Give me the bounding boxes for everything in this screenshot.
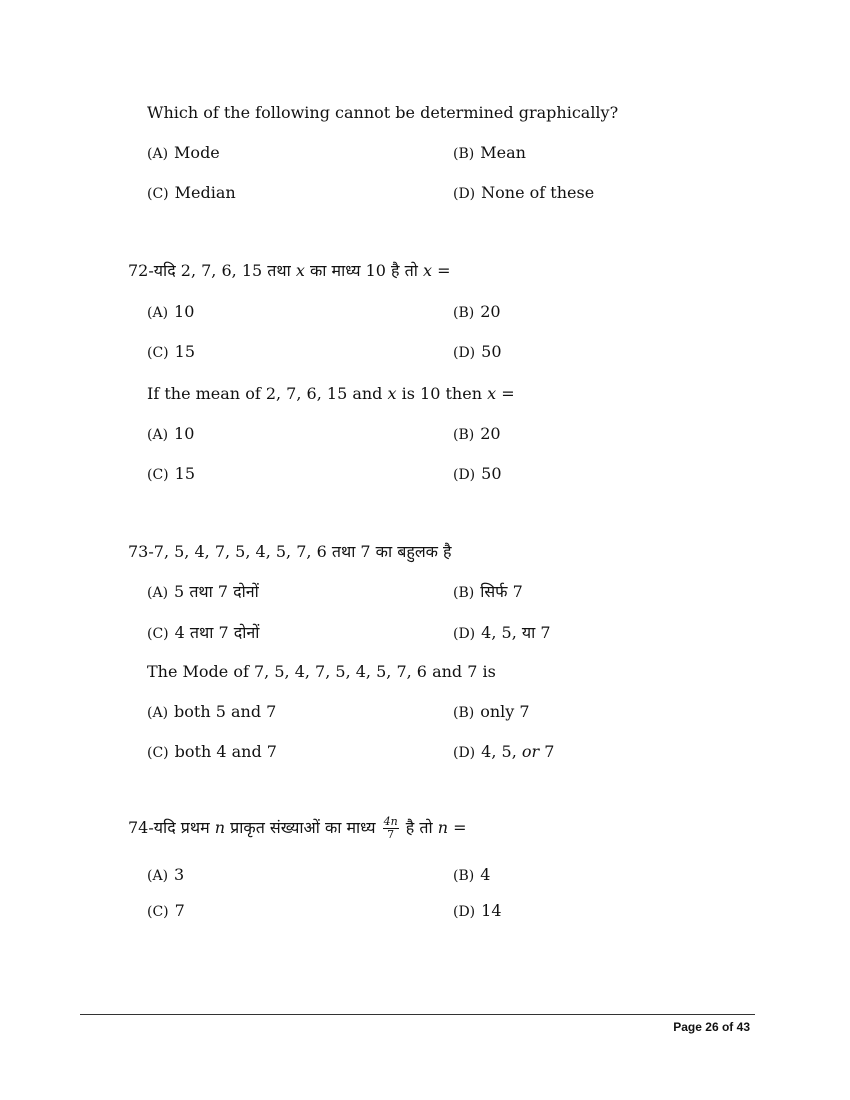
q72-en-option-c bbox=[147, 464, 195, 483]
option-text: 5 तथा 7 दोनों bbox=[174, 582, 259, 601]
option-text-suffix: 7 bbox=[544, 742, 555, 761]
q73-en-option-a bbox=[147, 702, 276, 721]
q74-option-b bbox=[453, 865, 490, 884]
q74-frac-den: 7 bbox=[387, 828, 395, 841]
option-label: (D) bbox=[453, 745, 476, 761]
q72-hi-option-a bbox=[147, 302, 194, 321]
page-label: Page bbox=[673, 1020, 702, 1034]
q72-en-var-x: x bbox=[387, 384, 397, 403]
option-text: None of these bbox=[481, 183, 595, 202]
option-label: (C) bbox=[147, 345, 169, 361]
option-text: 7 bbox=[174, 901, 185, 920]
q74-text-mid: प्राकृत संख्याओं का माध्य bbox=[230, 818, 376, 837]
page-of: of bbox=[721, 1020, 734, 1034]
q74-var-n: n bbox=[214, 818, 226, 837]
q74-equals: = bbox=[453, 818, 467, 837]
option-text: Mean bbox=[480, 143, 526, 162]
option-text: 4 तथा 7 दोनों bbox=[174, 623, 260, 642]
option-text: 15 bbox=[174, 464, 195, 483]
option-label: (A) bbox=[147, 868, 169, 884]
q72-en-var-x-rhs: x bbox=[487, 384, 497, 403]
option-label: (C) bbox=[147, 626, 169, 642]
option-label: (C) bbox=[147, 904, 169, 920]
page-current: 26 bbox=[705, 1020, 719, 1034]
option-label: (A) bbox=[147, 427, 169, 443]
q71-option-a bbox=[147, 143, 220, 162]
option-label: (C) bbox=[147, 745, 169, 761]
q73-question-en: The Mode of 7, 5, 4, 7, 5, 4, 5, 7, 6 and 7 is bbox=[147, 662, 496, 681]
page-number bbox=[673, 1020, 750, 1034]
q71-option-b bbox=[453, 143, 526, 162]
q72-equals: = bbox=[437, 261, 451, 280]
option-label: (A) bbox=[147, 705, 169, 721]
option-text: Median bbox=[174, 183, 236, 202]
q74-text-suffix: है तो bbox=[405, 818, 433, 837]
option-text: 50 bbox=[481, 464, 502, 483]
option-text: 10 bbox=[174, 302, 195, 321]
option-text: both 5 and 7 bbox=[174, 702, 277, 721]
q72-hi-option-b bbox=[453, 302, 501, 321]
option-text: 10 bbox=[174, 424, 195, 443]
option-label: (A) bbox=[147, 305, 169, 321]
option-text: सिर्फ 7 bbox=[480, 582, 523, 601]
option-label: (B) bbox=[453, 146, 475, 162]
option-label: (D) bbox=[453, 467, 476, 483]
option-label: (D) bbox=[453, 904, 476, 920]
q72-en-prefix: If the mean of 2, 7, 6, 15 and bbox=[147, 384, 383, 403]
option-label: (B) bbox=[453, 868, 475, 884]
q73-number: 73- bbox=[128, 542, 154, 561]
option-text: only 7 bbox=[480, 702, 530, 721]
q72-text-prefix: यदि 2, 7, 6, 15 तथा bbox=[153, 261, 291, 280]
q72-en-equals: = bbox=[501, 384, 515, 403]
q74-text-prefix: यदि प्रथम bbox=[153, 818, 210, 837]
q73-en-option-d bbox=[453, 742, 554, 761]
option-label: (B) bbox=[453, 305, 475, 321]
option-label: (D) bbox=[453, 626, 476, 642]
option-text: 4, 5, या 7 bbox=[481, 623, 551, 642]
option-text: Mode bbox=[174, 143, 220, 162]
q73-en-option-b bbox=[453, 702, 530, 721]
q72-question-en bbox=[147, 384, 515, 403]
option-label: (D) bbox=[453, 345, 476, 361]
q73-en-option-c bbox=[147, 742, 277, 761]
q72-en-option-a bbox=[147, 424, 194, 443]
option-label: (C) bbox=[147, 467, 169, 483]
option-text: 20 bbox=[480, 302, 501, 321]
q73-hi-option-b bbox=[453, 580, 523, 602]
option-text: 4 bbox=[480, 865, 491, 884]
q72-en-option-d bbox=[453, 464, 502, 483]
q71-option-d bbox=[453, 183, 594, 202]
q73-question-hi bbox=[128, 540, 452, 562]
q74-number: 74- bbox=[128, 818, 154, 837]
q74-fraction bbox=[383, 816, 399, 841]
q73-hi-option-d bbox=[453, 621, 551, 643]
option-text: 20 bbox=[480, 424, 501, 443]
q71-option-c bbox=[147, 183, 236, 202]
q74-var-n-rhs: n bbox=[437, 818, 449, 837]
option-label: (A) bbox=[147, 585, 169, 601]
q73-text: 7, 5, 4, 7, 5, 4, 5, 7, 6 तथा 7 का बहुलक है bbox=[153, 542, 452, 561]
q72-text-suffix: का माध्य 10 है तो bbox=[309, 261, 418, 280]
page-total: 43 bbox=[736, 1020, 750, 1034]
option-label: (B) bbox=[453, 427, 475, 443]
option-text: both 4 and 7 bbox=[174, 742, 277, 761]
q72-var-x: x bbox=[295, 261, 305, 280]
footer-rule bbox=[80, 1014, 755, 1015]
q74-question-hi bbox=[128, 816, 467, 841]
q72-question-hi bbox=[128, 259, 451, 281]
q72-number: 72- bbox=[128, 261, 154, 280]
q71-question-en: Which of the following cannot be determined graphically? bbox=[147, 103, 619, 122]
option-text: 14 bbox=[481, 901, 502, 920]
option-label: (C) bbox=[147, 186, 169, 202]
q72-hi-option-c bbox=[147, 342, 195, 361]
q74-frac-num: 4n bbox=[383, 815, 398, 828]
q73-hi-option-c bbox=[147, 621, 259, 643]
q72-var-x-rhs: x bbox=[422, 261, 433, 280]
option-label: (B) bbox=[453, 705, 475, 721]
q74-option-a bbox=[147, 865, 184, 884]
q72-en-suffix: is 10 then bbox=[401, 384, 483, 403]
option-text-or: or bbox=[521, 742, 540, 761]
q72-en-option-b bbox=[453, 424, 501, 443]
q72-hi-option-d bbox=[453, 342, 502, 361]
q74-option-d bbox=[453, 901, 502, 920]
option-text: 50 bbox=[481, 342, 502, 361]
option-label: (B) bbox=[453, 585, 475, 601]
option-label: (D) bbox=[453, 186, 476, 202]
option-text: 3 bbox=[174, 865, 185, 884]
option-label: (A) bbox=[147, 146, 169, 162]
option-text-prefix: 4, 5, bbox=[481, 742, 517, 761]
q74-option-c bbox=[147, 901, 185, 920]
option-text: 15 bbox=[174, 342, 195, 361]
q73-hi-option-a bbox=[147, 580, 259, 602]
